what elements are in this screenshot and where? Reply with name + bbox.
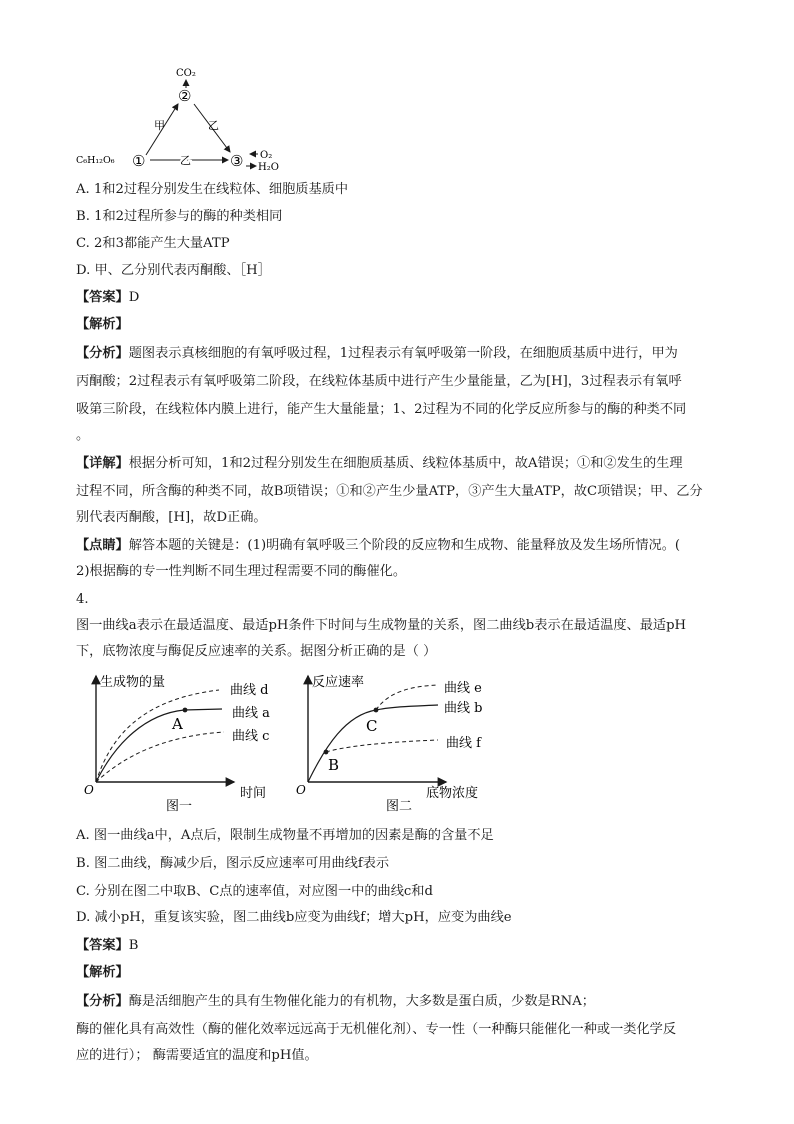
q3-xiangjie-line-1 xyxy=(76,454,683,474)
fig2-curve-e-label: 曲线 e xyxy=(444,681,482,696)
q4-number: 4. xyxy=(76,592,89,607)
co2-label: CO₂ xyxy=(176,68,196,79)
q4-stem-line-2: 下，底物浓度与酶促反应速率的关系。据图分析正确的是（ ） xyxy=(76,644,437,659)
answer-value: D xyxy=(128,290,140,305)
q4-option-c: C. 分别在图二中取B、C点的速率值，对应图一中的曲线c和d xyxy=(76,884,433,899)
fig2-origin: O xyxy=(296,783,306,797)
q4-analysis-heading: 【解析】 xyxy=(76,965,129,980)
answer-value: B xyxy=(128,938,139,953)
fig2-xlabel: 底物浓度 xyxy=(426,786,479,801)
o2-label: O₂ xyxy=(260,150,273,161)
q4-answer xyxy=(76,936,138,956)
fig1-ylabel: 生成物的量 xyxy=(100,675,166,690)
q3-option-c: C. 2和3都能产生大量ATP xyxy=(76,236,230,251)
label-jia: 甲 xyxy=(154,119,165,132)
q4-stem-line-1: 图一曲线a表示在最适温度、最适pH条件下时间与生成物量的关系，图二曲线b表示在最适温度、最适pH xyxy=(76,618,687,633)
xiangjie-text: 根据分析可知，1和2过程分别发生在细胞质基质、线粒体基质中，故A错误；①和②发生的生理 xyxy=(128,456,683,471)
h2o-label: H₂O xyxy=(258,162,279,173)
fig1-point-a-label: A xyxy=(172,715,183,733)
q3-option-d: D. 甲、乙分别代表丙酮酸、［H］ xyxy=(76,263,271,278)
glucose-label: C₆H₁₂O₆ xyxy=(76,155,115,166)
node-3: ③ xyxy=(230,152,244,170)
fig1-curve-c-label: 曲线 c xyxy=(232,729,270,744)
q3-fenxi-line-2: 丙酮酸；2过程表示有氧呼吸第二阶段，在线粒体基质中进行产生少量能量，乙为[H]，3过程表示有氧呼 xyxy=(76,374,682,389)
fenxi-text: 题图表示真核细胞的有氧呼吸过程，1过程表示有氧呼吸第一阶段，在细胞质基质中进行，甲为 xyxy=(128,346,678,361)
fig2-point-b xyxy=(324,750,329,755)
node-2: ② xyxy=(178,87,192,105)
q4-option-d: D. 减小pH，重复该实验，图二曲线b应变为曲线f；增大pH，应变为曲线e xyxy=(76,910,512,925)
q3-fenxi-line-3: 吸第三阶段，在线粒体内膜上进行，能产生大量能量；1、2过程为不同的化学反应所参与的酶的种类不同 xyxy=(76,402,687,417)
answer-label: 【答案】 xyxy=(76,290,129,305)
fig2-ylabel: 反应速率 xyxy=(312,675,365,690)
q4-fenxi-line-3: 应的进行）； 酶需要适宜的温度和pH值。 xyxy=(76,1048,318,1063)
fig1-curve-d-label: 曲线 d xyxy=(230,683,269,698)
fenxi-label: 【分析】 xyxy=(76,994,129,1009)
fig1-point-a xyxy=(183,708,188,713)
q3-option-a: A. 1和2过程分别发生在线粒体、细胞质基质中 xyxy=(76,182,349,197)
fig1-curve-c xyxy=(96,732,224,782)
q4-option-b: B. 图二曲线，酶减少后，图示反应速率可用曲线f表示 xyxy=(76,856,390,871)
fig2-point-c xyxy=(374,708,379,713)
node-1: ① xyxy=(132,152,146,170)
fenxi-text: 酶是活细胞产生的具有生物催化能力的有机物，大多数是蛋白质，少数是RNA； xyxy=(128,994,595,1009)
q4-fenxi-line-2: 酶的催化具有高效性（酶的催化效率远远高于无机催化剂）、专一性（一种酶只能催化一种或一类化学反 xyxy=(76,1022,677,1037)
q3-dianjing-line-2: 2)根据酶的专一性判断不同生理过程需要不同的酶催化。 xyxy=(76,564,407,579)
fig2-curve-f-label: 曲线 f xyxy=(446,736,481,751)
fig1-origin: O xyxy=(84,783,94,797)
q4-option-a: A. 图一曲线a中，A点后，限制生成物量不再增加的因素是酶的含量不足 xyxy=(76,828,494,843)
fig1-curve-d xyxy=(96,690,219,782)
fig2-curve-f xyxy=(326,740,438,752)
label-yi-right: 乙 xyxy=(208,119,219,132)
dianjing-text: 解答本题的关键是：(1)明确有氧呼吸三个阶段的反应物和生成物、能量释放及发生场所情况。( xyxy=(128,538,681,553)
q3-answer xyxy=(76,288,139,308)
fig2-point-b-label: B xyxy=(328,756,340,774)
q3-fenxi-line-4: 。 xyxy=(76,428,90,443)
q3-xiangjie-line-3: 别代表丙酮酸，[H]，故D正确。 xyxy=(76,510,267,525)
q3-fenxi-line-1 xyxy=(76,344,678,364)
fig1-curve-a xyxy=(96,709,222,782)
fig2-caption: 图二 xyxy=(386,799,413,812)
q3-dianjing-line-1 xyxy=(76,536,680,556)
dianjing-label: 【点睛】 xyxy=(76,538,129,553)
q4-fenxi-line-1 xyxy=(76,992,595,1012)
fenxi-label: 【分析】 xyxy=(76,346,129,361)
fig2-point-c-label: C xyxy=(366,717,378,735)
fig1-caption: 图一 xyxy=(166,799,193,812)
answer-label: 【答案】 xyxy=(76,938,129,953)
figure-2 xyxy=(296,670,498,812)
q3-xiangjie-line-2: 过程不同，所含酶的种类不同，故B项错误；①和②产生少量ATP，③产生大量ATP，故C项错误；甲、乙分 xyxy=(76,484,703,499)
fig1-xlabel: 时间 xyxy=(240,786,267,801)
q3-option-b: B. 1和2过程所参与的酶的种类相同 xyxy=(76,209,283,224)
label-yi-bottom: 乙 xyxy=(180,154,191,167)
respiration-diagram xyxy=(74,62,294,178)
figure-1 xyxy=(84,670,290,812)
fig2-curve-b-label: 曲线 b xyxy=(444,701,483,716)
xiangjie-label: 【详解】 xyxy=(76,456,129,471)
q3-analysis-heading: 【解析】 xyxy=(76,317,129,332)
fig1-curve-a-label: 曲线 a xyxy=(232,706,270,721)
